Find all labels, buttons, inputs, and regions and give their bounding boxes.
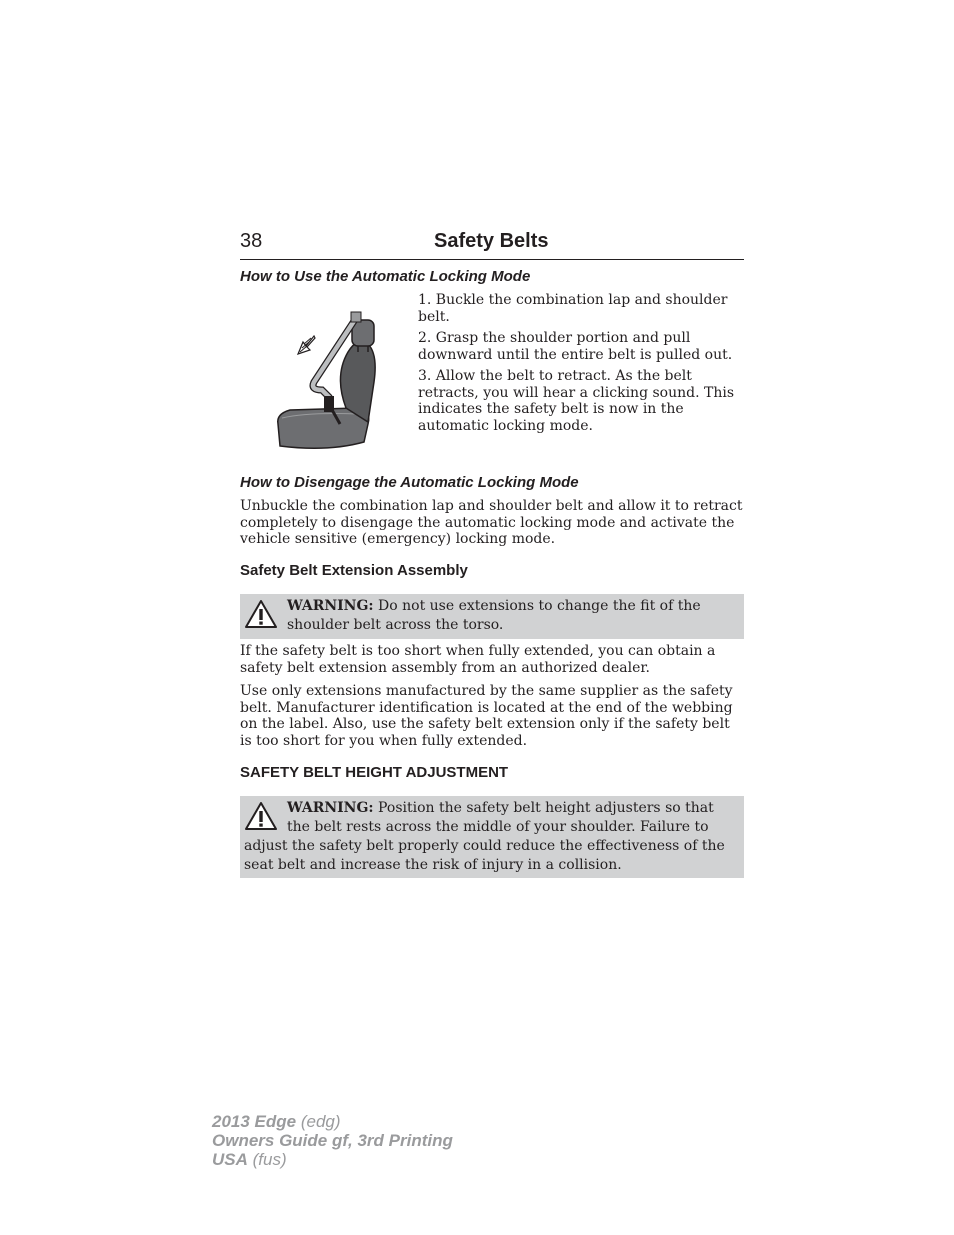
footer-market-code: (fus) (247, 1150, 287, 1169)
page-number: 38 (240, 230, 263, 252)
step-2: 2. Grasp the shoulder portion and pull downward until the entire belt is pulled out. (418, 330, 733, 363)
section-title: Safety Belts (434, 230, 549, 252)
seat-belt-illustration (268, 296, 384, 456)
steps-list (418, 292, 748, 439)
warning-box-extension (240, 594, 744, 639)
warning-label: WARNING: (287, 800, 374, 816)
warning-box-height (240, 796, 744, 878)
heading-disengage-locking-mode: How to Disengage the Automatic Locking Mode (240, 474, 579, 491)
footer (212, 1112, 453, 1169)
warning-triangle-icon (244, 801, 278, 831)
extension-paragraph-2: Use only extensions manufactured by the same supplier as the safety belt. Manufacturer identification is located at the end of the webbing on the label. Also, use the safety belt extension only if the safety belt is too short for you when fully extended. (240, 683, 733, 749)
page-header (240, 228, 744, 260)
step-1: 1. Buckle the combination lap and shoulder belt. (418, 292, 728, 325)
heading-use-locking-mode: How to Use the Automatic Locking Mode (240, 268, 531, 285)
footer-model: 2013 Edge (212, 1112, 297, 1131)
warning-label: WARNING: (287, 598, 374, 614)
footer-guide: Owners Guide gf, 3rd Printing (212, 1131, 453, 1150)
footer-model-code: (edg) (296, 1112, 341, 1131)
step-3: 3. Allow the belt to retract. As the belt retracts, you will hear a clicking sound. This indicates the safety belt is now in the automatic locking mode. (418, 368, 735, 434)
warning-text: Do not use extensions to change the fit of the shoulder belt across the torso. (287, 598, 701, 633)
heading-extension-assembly: Safety Belt Extension Assembly (240, 562, 468, 579)
heading-height-adjustment: SAFETY BELT HEIGHT ADJUSTMENT (240, 764, 509, 781)
extension-paragraph-1: If the safety belt is too short when fully extended, you can obtain a safety belt extension assembly from an authorized dealer. (240, 643, 716, 676)
warning-triangle-icon (244, 599, 278, 629)
disengage-paragraph: Unbuckle the combination lap and shoulder belt and allow it to retract completely to disengage the automatic locking mode and activate the vehicle sensitive (emergency) locking mode. (240, 498, 743, 547)
warning-text: Position the safety belt height adjusters so that the belt rests across the middle of your shoulder. Failure to adjust the safety belt properly could reduce the effectiveness of the seat belt and increase the risk of injury in a collision. (244, 800, 725, 873)
footer-market: USA (212, 1150, 248, 1169)
